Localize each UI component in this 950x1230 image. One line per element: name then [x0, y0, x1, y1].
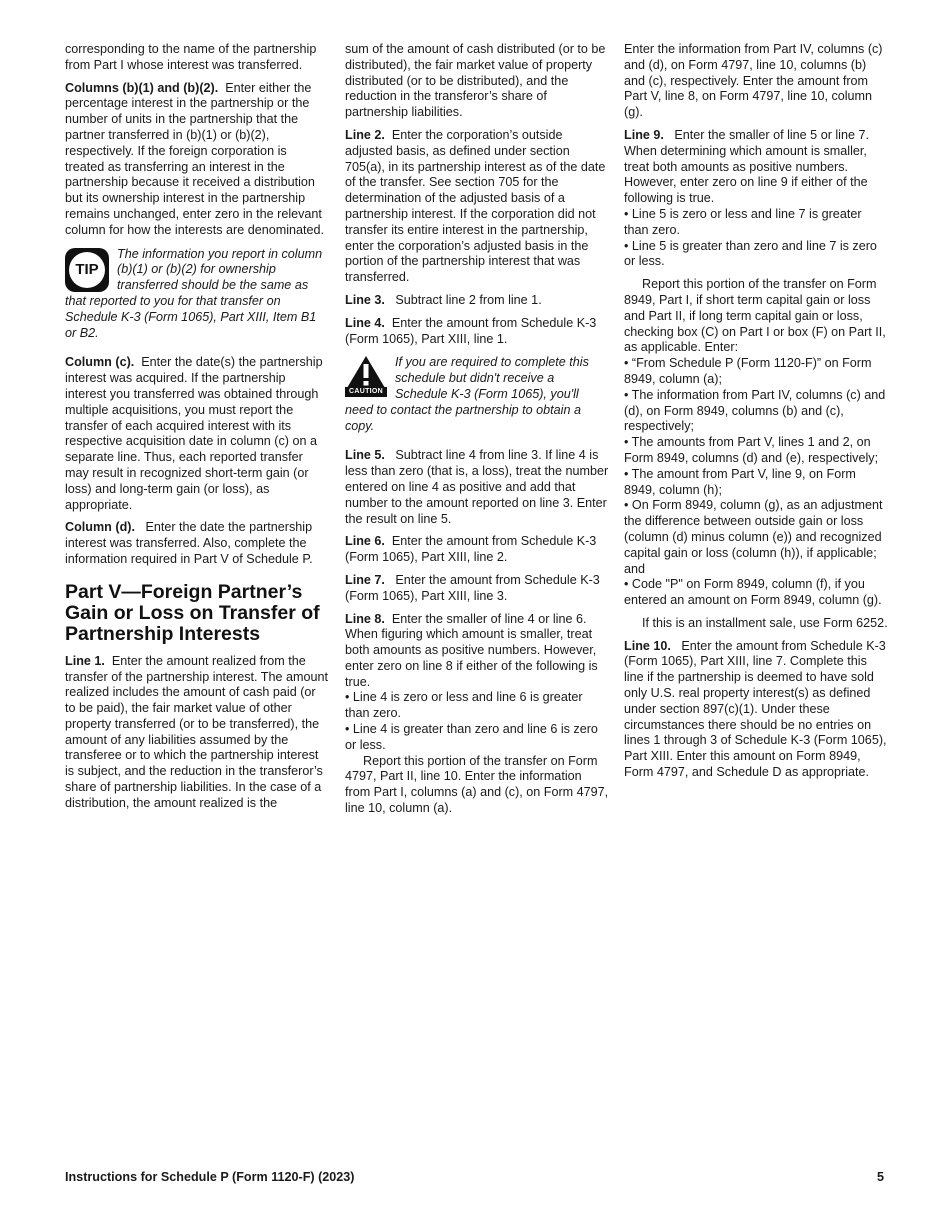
column-3 [624, 42, 889, 788]
section-heading: Part V—Foreign Partner’s Gain or Loss on Transfer of Partnership Interests [65, 580, 320, 645]
line-10-text: Enter the amount from Schedule K-3 (Form 1065), Part XIII, line 7. Complete this line if the partnership is deemed to have sold only U.S. real property interest(s) as defined under section 897(c)(1). Under these circumstances there should be no entries on lines 1 through 3 of Schedule K-3 (Form 1065), Part XIII. Enter this amount on Form 8949, Form 4797, and Schedule D as appropriate. [624, 638, 887, 780]
line-1-text: Enter the amount realized from the transfer of the partnership interest. The amount realized includes the amount of cash paid (or to be paid), the fair market value of other property transferred (or to be transferred), the amount of any liabilities assumed by the transferee or to which the partnership interest is subject, and the reduction in the transferor’s share of partnership liabilities. In the case of a distribution, the amount realized is the [65, 653, 328, 810]
entry-bullet-4: • The amount from Part V, line 9, on Form 8949, column (h); [624, 466, 856, 497]
line-1-lead: Line 1. [65, 653, 105, 668]
line-7-paragraph [345, 573, 609, 605]
warning-triangle-icon [345, 355, 387, 389]
line-3-paragraph [345, 293, 609, 309]
line-9-paragraph [624, 128, 889, 207]
line-4-lead: Line 4. [345, 315, 385, 330]
line-2-paragraph [345, 128, 609, 286]
tip-note [65, 247, 329, 342]
line-8-report: Report this portion of the transfer on Form 4797, Part II, line 10. Enter the information from Part I, columns (a) and (c), on Form 4797, line 10, column (a). [345, 753, 609, 816]
paragraph-continuation: sum of the amount of cash distributed (or to be distributed), the fair market value of property distributed (or to be distributed), and the reduction in the transferor’s share of partnership liabilities. [345, 42, 606, 120]
column-c-text: Enter the date(s) the partnership interest was acquired. If the partnership interest you transferred was obtained through multiple acquisitions, you must report the transfer of each acquired interest with its respective acquisition date in column (c) on a separate line. Thus, each reported transfer may result in recognized short-term gain (or loss) and long-term gain (or loss), as appropriate. [65, 355, 323, 512]
column-d-paragraph [65, 520, 329, 567]
tip-icon-label: TIP [75, 260, 99, 278]
line-5-lead: Line 5. [345, 448, 385, 463]
line-10-lead: Line 10. [624, 638, 671, 653]
entry-bullet-2: • The information from Part IV, columns (c) and (d), on Form 8949, columns (b) and (c), respectively; [624, 387, 886, 434]
line-9-lead: Line 9. [624, 127, 664, 142]
line-8-lead: Line 8. [345, 611, 385, 626]
line-7-lead: Line 7. [345, 572, 385, 587]
line-8-paragraph [345, 612, 609, 691]
column-c-paragraph [65, 355, 329, 513]
line-5-paragraph [345, 448, 609, 527]
column-2 [345, 42, 609, 824]
column-1 [65, 42, 329, 819]
tip-text: The information you report in column (b)(1) or (b)(2) for ownership transferred should be the same as that reported to you for that transfer on Schedule K-3 (Form 1065), Part XIII, Item B1 or B2. [65, 246, 323, 340]
paragraph-continuation: Enter the information from Part IV, columns (c) and (d), on Form 4797, line 10, columns (b) and (c), respectively. Enter the amount from Part V, line 8, on Form 4797, line 10, column (g). [624, 42, 883, 120]
line-9-report: Report this portion of the transfer on Form 8949, Part I, if short term capital gain or loss and Part II, if long term capital gain or loss, checking box (C) on Part I or box (F) on Part II, as applicable. Enter: [624, 277, 886, 355]
line-6-paragraph [345, 534, 609, 566]
line-3-text: Subtract line 2 from line 1. [395, 292, 542, 307]
line-6-text: Enter the amount from Schedule K-3 (Form 1065), Part XIII, line 2. [345, 534, 597, 565]
line-2-text: Enter the corporation’s outside adjusted basis, as defined under section 705(a), in its partnership interest as of the date of the transfer. See section 705 for the determination of the adjusted basis of a partnership interest. If the corporation did not transfer its entire interest in the partnership, enter the corporation’s adjusted basis in the portion of the partnership interest that was transferred. [345, 127, 606, 285]
line-8-bullet-1: • Line 4 is zero or less and line 6 is greater than zero. [345, 690, 583, 721]
caution-icon [345, 355, 387, 399]
caution-text: If you are required to complete this schedule but didn't receive a Schedule K-3 (Form 1065), you'll need to contact the partnership to obtain a copy. [345, 355, 589, 433]
page-number: 5 [877, 1170, 885, 1184]
caution-note [345, 355, 609, 434]
line-1-paragraph [65, 654, 329, 812]
line-3-lead: Line 3. [345, 292, 385, 307]
tip-icon [65, 248, 109, 292]
column-d-text: Enter the date the partnership interest was transferred. Also, complete the information required in Part V of Schedule P. [65, 520, 313, 566]
entry-bullet-6: • Code "P" on Form 8949, column (f), if you entered an amount on Form 8949, column (g). [624, 577, 882, 608]
line-8-bullet-2: • Line 4 is greater than zero and line 6 is zero or less. [345, 722, 598, 752]
line-10-paragraph [624, 639, 889, 781]
line-4-text: Enter the amount from Schedule K-3 (Form 1065), Part XIII, line 1. [345, 315, 597, 346]
line-4-paragraph [345, 316, 609, 348]
line-6-lead: Line 6. [345, 534, 385, 549]
line-9-bullet-1: • Line 5 is zero or less and line 7 is greater than zero. [624, 206, 862, 237]
line-7-text: Enter the amount from Schedule K-3 (Form 1065), Part XIII, line 3. [345, 572, 600, 603]
line-9-text: Enter the smaller of line 5 or line 7. When determining which amount is smaller, treat both amounts as positive numbers. However, enter zero on line 9 if either of the following is true. [624, 127, 869, 206]
footer-title: Instructions for Schedule P (Form 1120-F) (2023) [65, 1170, 355, 1184]
column-d-lead: Column (d). [65, 520, 135, 535]
columns-b-text: Enter either the percentage interest in the partnership or the number of units in the partnership that the partner transferred in (b)(1) or (b)(2), respectively. If the foreign corporation is treated as transferring an interest in the partnership because it received a distribution but its ownership interest in the partnership remains unchanged, enter zero in the relevant column for how the interests are denominated. [65, 80, 325, 237]
caution-icon-label: CAUTION [345, 387, 387, 397]
entry-bullet-1: • “From Schedule P (Form 1120-F)” on Form 8949, column (a); [624, 356, 872, 386]
line-5-text: Subtract line 4 from line 3. If line 4 is less than zero (that is, a loss), treat the number entered on line 4 as positive and add that number to the amount reported on line 3. Enter the result on line 5. [345, 448, 609, 526]
entry-bullet-5: • On Form 8949, column (g), as an adjustment the difference between outside gain or loss (column (d) minus column (e)) and recognized capital gain or loss (column (h)), if applicable; and [624, 498, 883, 576]
installment-note: If this is an installment sale, use Form 6252. [642, 615, 888, 630]
paragraph-continuation: corresponding to the name of the partnership from Part I whose interest was transferred. [65, 42, 317, 72]
line-8-text: Enter the smaller of line 4 or line 6. When figuring which amount is smaller, treat both amounts as positive numbers. However, enter zero on line 8 if either of the following is true. [345, 611, 598, 689]
line-9-bullet-2: • Line 5 is greater than zero and line 7 is zero or less. [624, 238, 877, 269]
line-2-lead: Line 2. [345, 127, 385, 142]
entry-bullet-3: • The amounts from Part V, lines 1 and 2, on Form 8949, columns (d) and (e), respectively; [624, 435, 879, 465]
columns-b-lead: Columns (b)(1) and (b)(2). [65, 80, 219, 95]
column-c-lead: Column (c). [65, 355, 135, 370]
columns-b-paragraph [65, 81, 329, 239]
